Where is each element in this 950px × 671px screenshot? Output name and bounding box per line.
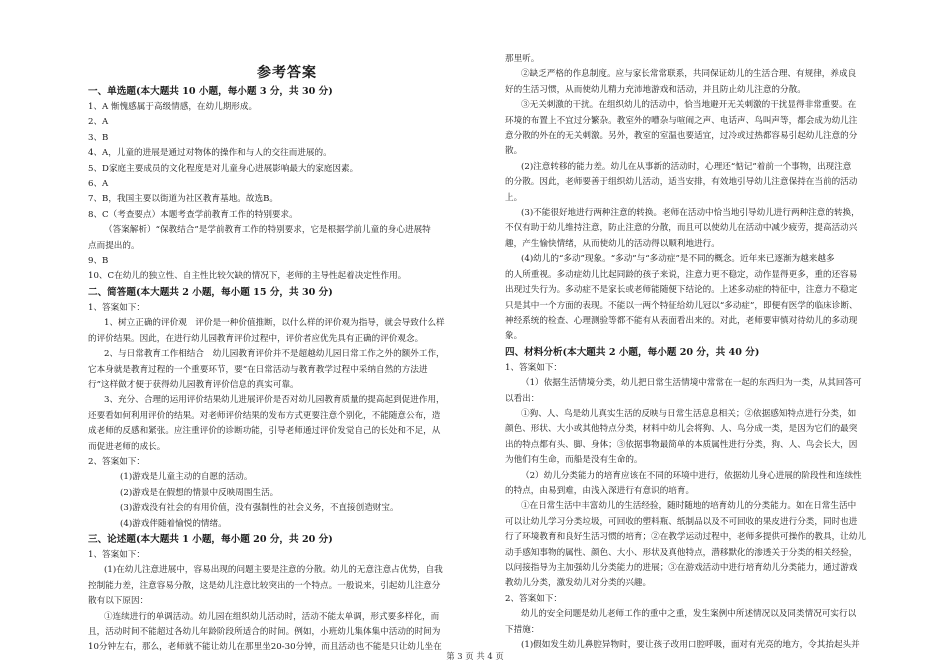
text-line: 4、A，儿童的进展是通过对物体的操作和与人的交往而进展的。: [88, 148, 332, 159]
text-line: (1)游戏是儿童主动的自愿的活动。: [120, 472, 253, 483]
text-line: (1)假如发生幼儿鼻腔异物时，要让孩子改用口腔呼吸，面对有光亮的地方，令其抬起头并: [521, 640, 860, 651]
text-line: 1、答案如下：: [88, 549, 146, 560]
text-line: 控制能力差，注意容易分散，这是幼儿注意比较突出的一个特点。一般说来，引起幼儿注意分: [88, 580, 441, 591]
text-line: 还要看如何利用评价的结果。对老师评价结果的发布方式更要注意个别化，不能随意公布，造: [88, 410, 441, 421]
section-heading: 二、简答题(本大题共 2 小题，每小题 15 分，共 30 分): [88, 286, 333, 298]
text-line: (3)不能很好地进行两种注意的转换。老师在活动中恰当地引导幼儿进行两种注意的转换，: [521, 208, 860, 219]
text-line: (1)在幼儿注意进展中，容易出现的问题主要是注意的分散。幼儿的无意注意占优势，自我: [104, 565, 443, 576]
text-line: 意分散的外在的无关刺激。另外，教室的室温也要适宜，过冷或过热都容易引起幼儿注意的分: [505, 131, 858, 142]
text-line: 3、充分、合理的运用评价结果幼儿进展评价是否对幼儿园教育质量的提高起到促进作用，: [104, 395, 445, 406]
text-line: ②缺乏严格的作息制度。应与家长常常联系，共同保证幼儿的生活合理、有规律，养成良: [521, 69, 857, 80]
text-line: 可以让幼儿学习分类垃圾，可回收的塑料瓶、纸制品以及不可回收的果皮进行分类，同时也进: [505, 516, 858, 527]
right-column: [505, 52, 898, 653]
text-line: 成老师的反感和紧张。应注重评价的诊断功能，引导老师通过评价发觉自己的长处和不足，从: [88, 426, 441, 437]
text-line: 那里听。: [505, 54, 540, 64]
text-line: 出现过失行为。多动症不是家长或老师能随便下结论的。上述多动症的特征中，注意力不稳定: [505, 285, 858, 296]
text-line: ③无关刺激的干扰。在组织幼儿的活动中，恰当地避开无关刺激的干扰显得非常重要。在: [521, 100, 857, 111]
text-line: 行了环境教育和良好生活习惯的培育；②在教学运动过程中，老师多提供可操作的教具，让幼儿: [505, 532, 866, 543]
text-line: 的特点，由易到难，由浅入深进行有意识的培育。: [505, 485, 695, 496]
text-line: ①连续进行的单调活动。幼儿园在组织幼儿活动时，活动不能太单调，形式要多样化，而: [104, 611, 440, 622]
text-line: （答案解析）“保教结合”是学前教育工作的特别要求，它是根据学前儿童的身心进展特: [104, 225, 431, 236]
text-line: 好的生活习惯，从而使幼儿精力充沛地游戏和活动，并且防止幼儿注意的分散。: [505, 84, 806, 95]
text-line: 10分钟左右，那么，老师就不能让幼儿在那里坐20-30分钟，而且活动也不能是只让幼儿坐在: [88, 642, 442, 653]
section-heading: 三、论述题(本大题共 1 小题，每小题 20 分，共 20 分): [88, 533, 333, 545]
text-line: 为他们有生命，而船是没有生命的。: [505, 455, 643, 466]
text-line: （2）幼儿分类能力的培育应该在不同的环境中进行，依据幼儿身心进展的阶段性和连续性: [521, 470, 862, 481]
text-line: ①狗、人、鸟是幼儿真实生活的反映与日常生活息息相关；②依据感知特点进行分类，如: [521, 408, 857, 419]
text-line: 2、答案如下：: [505, 593, 563, 604]
text-line: 6、A: [88, 179, 109, 190]
text-line: 象。: [505, 331, 523, 342]
text-line: 7、B，我国主要以街道为社区教育基地。故选B。: [88, 194, 278, 205]
text-line: 1、树立正确的评价观 评价是一种价值推断，以什么样的评价观为指导，就会导致什么样: [104, 318, 445, 329]
text-line: 1、答案如下：: [88, 302, 146, 313]
text-line: 它本身就是教育过程的一个重要环节，要“在日常活动与教育教学过程中采纳自然的方法进: [88, 364, 428, 375]
text-line: 幼儿的安全问题是幼儿老师工作的重中之重，发生案例中所述情况以及同类情况可实行以: [521, 609, 857, 620]
text-line: 1、A 惭愧感属于高级情感，在幼儿期形成。: [88, 102, 258, 112]
text-line: 颜色、形状、大小或其他特点分类，材料中幼儿会将狗、人、鸟分成一类，是因为它们的最突: [505, 424, 858, 435]
text-line: （1）依据生活情境分类，幼儿把日常生活情境中常常在一起的东西归为一类，从其回答可: [521, 378, 862, 389]
text-line: 神经系统的检查、心理测验等都不能有从表面看出来的。对此，老师要审慎对待幼儿的多动现: [505, 315, 858, 326]
text-line: 而促进老师的成长。: [88, 441, 166, 452]
text-line: 趣，产生愉快情绪，从而使幼儿的活动得以顺利地进行。: [505, 238, 720, 249]
text-line: 2、A: [88, 117, 109, 128]
text-line: 点而提出的。: [88, 240, 140, 251]
text-line: 上。: [505, 192, 523, 203]
text-line: 动手感知事物的属性、颜色、大小、形状及真他特点，潜移默化的渗透关于分类的相关经验，: [505, 547, 858, 558]
text-line: 不仅有助于幼儿维持注意，防止注意的分散，而且可以使幼儿在活动中减少疲劳，提高活动兴: [505, 223, 858, 234]
text-line: 出的特点都有头、脚、身体；③依据事物最简单的本质属性进行分类，狗、人、鸟会长大，因: [505, 439, 858, 450]
text-line: 5、D家庭主要成员的文化程度是对儿童身心进展影响最大的家庭因素。: [88, 163, 359, 174]
text-line: (4)游戏伴随着愉悦的情绪。: [120, 518, 227, 529]
text-line: ①在日常生活中丰富幼儿的生活经验，随时随地的培育幼儿的分类能力。如在日常生活中: [521, 501, 857, 512]
text-line: 以看出：: [505, 393, 540, 404]
page-footer: 第 3 页 共 4 页: [446, 651, 504, 661]
text-line: 的人所重视。多动症幼儿比起同龄的孩子来说，注意力更不稳定，动作显得更多，重的还容易: [505, 269, 858, 280]
section-heading: 四、材料分析(本大题共 2 小题，每小题 20 分，共 40 分): [505, 346, 760, 358]
section-heading: 一、单选题(本大题共 10 小题，每小题 3 分，共 30 分): [88, 86, 333, 97]
text-line: 9、B: [88, 256, 109, 267]
page-title: 参考答案: [257, 65, 317, 81]
text-line: 只是其中一个方面的表现。不能以一两个特征给幼儿冠以“多动症”，即便有医学的临床诊断、: [505, 300, 858, 311]
text-line: 8、C（考查要点）本题考查学前教育工作的特别要求。: [88, 209, 298, 220]
text-line: 教幼儿分类，激发幼儿对分类的兴趣。: [505, 578, 652, 589]
text-line: 10、C在幼儿的独立性、自主性比较欠缺的情况下，老师的主导性起着决定性作用。: [88, 271, 407, 282]
text-line: 1、答案如下：: [505, 362, 563, 373]
text-line: (4)幼儿的“多动”现象。“多动”与“多动症”是不同的概念。近年来已逐渐为越来越多: [521, 254, 835, 265]
text-line: (2)游戏是在假想的情景中反映周围生活。: [120, 487, 279, 498]
text-line: 散有以下原因：: [88, 596, 149, 607]
text-line: (3)游戏没有社会的有用价值，没有强制性的社会义务，不直接创造财宝。: [120, 503, 399, 514]
text-line: 2、与日常教育工作相结合 幼儿园教育评价并不是超越幼儿园日常工作之外的额外工作，: [104, 349, 445, 360]
text-line: 环境的布置上不宜过分繁杂。教室外的嘈杂与喧闹之声、电话声、鸟叫声等，都会成为幼儿注: [505, 115, 858, 126]
text-line: 且，活动时间不能超过各幼儿年龄阶段所适合的时间。例如，小班幼儿集体集中活动的时间为: [88, 627, 441, 637]
text-line: 下措施：: [505, 624, 540, 635]
text-line: 2、答案如下：: [88, 456, 146, 467]
text-line: 的分散。因此，老师要善于组织幼儿活动，适当安排，有效地引导幼儿注意保持在当前的活动: [505, 177, 858, 188]
text-line: 行”这样做才便于获得幼儿园教育评价信息的真实可靠。: [88, 379, 299, 390]
text-line: (2)注意转移的能力差。幼儿在从事新的活动时，心理还“惦记”着前一个事物，出现注意: [521, 161, 852, 172]
left-column: [88, 84, 486, 656]
text-line: 3、B: [88, 132, 109, 143]
text-line: 散。: [505, 146, 523, 157]
text-line: 以问接指导为主加强幼儿分类能力的进展；③在游戏活动中进行培育幼儿分类能力，通过游戏: [505, 563, 858, 573]
text-line: 的评价结果。因此，在进行幼儿园教育评价过程中，评价者应优先具有正确的评价观念。: [88, 333, 424, 344]
